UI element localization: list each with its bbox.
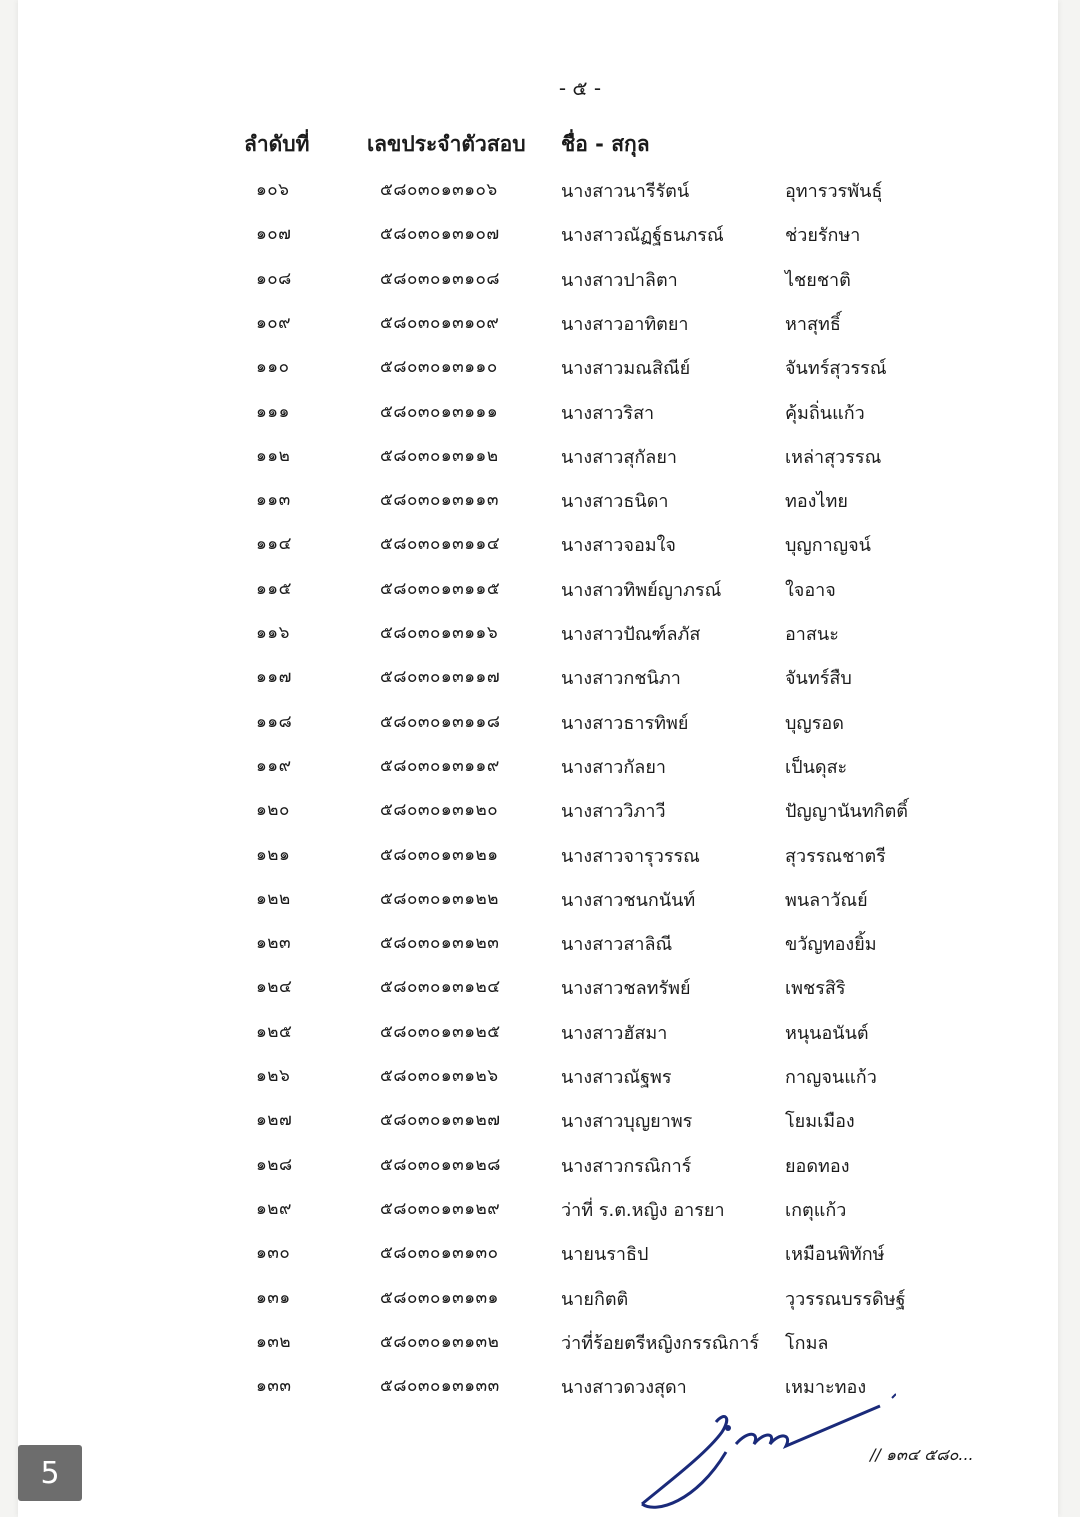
list-item (0, 752, 1080, 780)
exam-id-cell: ๕๘๐๓๐๑๓๑๒๘ (380, 1154, 501, 1175)
exam-id-cell: ๕๘๐๓๐๑๓๑๑๑ (380, 401, 499, 422)
seq-cell: ๑๑๐ (256, 357, 290, 378)
seq-cell: ๑๒๓ (256, 933, 292, 954)
list-item (0, 885, 1080, 913)
list-item (0, 1239, 1080, 1267)
seq-cell: ๑๑๘ (256, 711, 293, 732)
exam-id-cell: ๕๘๐๓๐๑๓๑๒๓ (380, 933, 500, 954)
list-item (0, 841, 1080, 869)
exam-id-cell: ๕๘๐๓๐๑๓๑๑๔ (380, 534, 501, 555)
list-item (0, 309, 1080, 337)
seq-cell: ๑๒๐ (256, 800, 290, 821)
seq-cell: ๑๒๘ (256, 1154, 293, 1175)
name-cell: นางสาวกัลยา (561, 756, 666, 778)
list-item (0, 1106, 1080, 1134)
seq-cell: ๑๒๕ (256, 1021, 293, 1042)
exam-id-cell: ๕๘๐๓๐๑๓๑๒๐ (380, 800, 499, 821)
seq-cell: ๑๑๒ (256, 445, 291, 466)
signature (636, 1392, 896, 1517)
surname-cell: สุวรรณชาตรี (785, 845, 886, 867)
seq-cell: ๑๒๑ (256, 844, 291, 865)
surname-cell: ใจอาจ (785, 579, 836, 601)
exam-id-cell: ๕๘๐๓๐๑๓๑๑๖ (380, 623, 499, 643)
exam-id-cell: ๕๘๐๓๐๑๓๑๑๙ (380, 755, 500, 776)
name-cell: นางสาวอาทิตยา (561, 313, 689, 335)
seq-cell: ๑๒๒ (256, 888, 291, 909)
list-item (0, 619, 1080, 647)
surname-cell: เหมาะทอง (785, 1377, 867, 1399)
surname-cell: หาสุทธิ์ (785, 313, 841, 335)
name-cell: นางสาวสุกัลยา (561, 446, 677, 468)
exam-id-cell: ๕๘๐๓๐๑๓๑๓๒ (380, 1331, 500, 1352)
surname-cell: ปัญญานันทกิตติ์ (785, 801, 908, 823)
seq-cell: ๑๒๖ (256, 1066, 291, 1086)
list-item (0, 663, 1080, 691)
surname-cell: เหมือนพิทักษ์ (785, 1244, 885, 1266)
list-item (0, 1284, 1080, 1312)
name-cell: นางสาวกรณิการ์ (561, 1155, 692, 1177)
exam-id-cell: ๕๘๐๓๐๑๓๑๒๔ (380, 977, 501, 998)
exam-id-cell: ๕๘๐๓๐๑๓๑๓๑ (380, 1287, 499, 1308)
surname-cell: โยมเมือง (785, 1111, 855, 1133)
surname-cell: อุทารวรพันธุ์ (785, 181, 883, 202)
exam-id-cell: ๕๘๐๓๐๑๓๑๑๓ (380, 490, 499, 511)
surname-cell: คุ้มถิ่นแก้ว (785, 402, 865, 424)
list-item (0, 929, 1080, 957)
list-item (0, 708, 1080, 736)
name-cell: นายกิตติ (561, 1288, 629, 1310)
name-cell: นางสาวปาลิตา (561, 269, 678, 291)
exam-id-cell: ๕๘๐๓๐๑๓๑๒๙ (380, 1198, 501, 1219)
surname-cell: ขวัญทองยิ้ม (785, 934, 877, 956)
name-cell: นางสาวกชนิภา (561, 668, 681, 690)
surname-cell: ทองไทย (785, 491, 848, 513)
name-cell: นางสาวสาลิณี (561, 934, 673, 956)
list-item (0, 575, 1080, 603)
header-exam-id: เลขประจำตัวสอบ (367, 132, 526, 156)
surname-cell: ช่วยรักษา (785, 225, 861, 247)
name-cell: นางสาวธารทิพย์ (561, 712, 689, 734)
name-cell: นางสาวริสา (561, 402, 655, 424)
header-seq: ลำดับที่ (244, 132, 310, 156)
seq-cell: ๑๓๐ (256, 1243, 291, 1264)
exam-id-cell: ๕๘๐๓๐๑๓๑๐๗ (380, 224, 500, 245)
seq-cell: ๑๑๙ (256, 755, 292, 776)
list-item (0, 398, 1080, 426)
exam-id-cell: ๕๘๐๓๐๑๓๑๑๒ (380, 445, 499, 466)
surname-cell: โกมล (785, 1332, 829, 1354)
table-header (0, 128, 1080, 156)
exam-id-cell: ๕๘๐๓๐๑๓๑๑๗ (380, 667, 501, 688)
seq-cell: ๑๐๙ (256, 312, 292, 333)
name-cell: นางสาวบุญยาพร (561, 1111, 693, 1133)
name-cell: นายนราธิป (561, 1244, 649, 1266)
page-badge: 5 (18, 1445, 82, 1501)
name-cell: นางสาวทิพย์ญาภรณ์ (561, 579, 722, 601)
surname-cell: เกตุแก้ว (785, 1199, 847, 1221)
seq-cell: ๑๐๗ (256, 224, 292, 245)
name-cell: นางสาวนารีรัตน์ (561, 181, 690, 202)
exam-id-cell: ๕๘๐๓๐๑๓๑๒๗ (380, 1110, 501, 1131)
name-cell: นางสาวจอมใจ (561, 535, 676, 557)
surname-cell: หนุนอนันต์ (785, 1022, 869, 1044)
name-cell: นางสาววิภาวี (561, 801, 666, 823)
list-item (0, 1151, 1080, 1179)
surname-cell: อาสนะ (785, 624, 839, 645)
name-cell: ว่าที่ ร.ต.หญิง อารยา (561, 1199, 725, 1221)
list-item (0, 530, 1080, 558)
seq-cell: ๑๑๗ (256, 667, 292, 688)
name-cell: นางสาวณัฏฐ์ธนภรณ์ (561, 225, 724, 247)
exam-id-cell: ๕๘๐๓๐๑๓๑๓๐ (380, 1243, 499, 1264)
list-item (0, 796, 1080, 824)
name-cell: นางสาวจารุวรรณ (561, 845, 700, 867)
page-number: - ๕ - (558, 76, 602, 100)
list-item (0, 353, 1080, 381)
surname-cell: วุวรรณบรรดิษฐ์ (785, 1288, 906, 1310)
surname-cell: ยอดทอง (785, 1155, 850, 1177)
exam-id-cell: ๕๘๐๓๐๑๓๑๑๐ (380, 357, 498, 378)
list-item (0, 176, 1080, 204)
seq-cell: ๑๒๔ (256, 977, 293, 998)
list-item (0, 973, 1080, 1001)
list-item (0, 442, 1080, 470)
name-cell: นางสาวมณสิณีย์ (561, 358, 691, 380)
surname-cell: บุญกาญจน์ (785, 535, 871, 557)
exam-id-cell: ๕๘๐๓๐๑๓๑๒๒ (380, 888, 499, 909)
seq-cell: ๑๐๘ (256, 268, 292, 289)
list-item (0, 1195, 1080, 1223)
continuation-ref: // ๑๓๔ ๕๘๐... (870, 1445, 974, 1464)
seq-cell: ๑๒๙ (256, 1198, 292, 1219)
surname-cell: เหล่าสุวรรณ (785, 446, 882, 468)
seq-cell: ๑๑๖ (256, 623, 290, 643)
name-cell: นางสาวปัณฑ์ลภัส (561, 624, 701, 645)
list-item (0, 1018, 1080, 1046)
exam-id-cell: ๕๘๐๓๐๑๓๑๐๖ (380, 180, 498, 200)
list-item (0, 1328, 1080, 1356)
name-cell: นางสาวณัฐพร (561, 1067, 672, 1088)
seq-cell: ๑๓๒ (256, 1331, 292, 1352)
exam-id-cell: ๕๘๐๓๐๑๓๑๒๑ (380, 844, 499, 865)
surname-cell: เป็นดุสะ (785, 756, 848, 778)
list-item (0, 1062, 1080, 1090)
exam-id-cell: ๕๘๐๓๐๑๓๑๓๓ (380, 1376, 500, 1397)
exam-id-cell: ๕๘๐๓๐๑๓๑๑๘ (380, 711, 501, 732)
exam-id-cell: ๕๘๐๓๐๑๓๑๐๘ (380, 268, 501, 289)
seq-cell: ๑๑๔ (256, 534, 292, 555)
surname-cell: พนลาวัณย์ (785, 889, 868, 911)
seq-cell: ๑๒๗ (256, 1110, 293, 1131)
exam-id-cell: ๕๘๐๓๐๑๓๑๐๙ (380, 312, 500, 333)
list-item (0, 1372, 1080, 1400)
name-cell: ว่าที่ร้อยตรีหญิงกรรณิการ์ (561, 1332, 760, 1354)
name-cell: นางสาวฮัสมา (561, 1022, 668, 1044)
seq-cell: ๑๑๑ (256, 401, 290, 422)
surname-cell: บุญรอด (785, 712, 844, 734)
header-name: ชื่อ - สกุล (561, 132, 650, 156)
name-cell: นางสาวชนกนันท์ (561, 889, 696, 911)
name-cell: นางสาวชลทรัพย์ (561, 978, 691, 1000)
surname-cell: ไชยชาติ (785, 269, 851, 291)
surname-cell: เพชรสิริ (785, 978, 846, 1000)
surname-cell: จันทร์สืบ (785, 668, 852, 690)
name-cell: นางสาวดวงสุดา (561, 1377, 687, 1399)
exam-id-cell: ๕๘๐๓๐๑๓๑๒๕ (380, 1021, 501, 1042)
seq-cell: ๑๓๑ (256, 1287, 291, 1308)
seq-cell: ๑๐๖ (256, 180, 290, 200)
seq-cell: ๑๑๓ (256, 490, 291, 511)
list-item (0, 486, 1080, 514)
list-item (0, 220, 1080, 248)
name-cell: นางสาวธนิดา (561, 491, 669, 513)
exam-id-cell: ๕๘๐๓๐๑๓๑๒๖ (380, 1066, 499, 1086)
list-item (0, 265, 1080, 293)
seq-cell: ๑๓๓ (256, 1376, 292, 1397)
surname-cell: กาญจนแก้ว (785, 1067, 877, 1088)
seq-cell: ๑๑๕ (256, 578, 292, 599)
surname-cell: จันทร์สุวรรณ์ (785, 358, 887, 380)
exam-id-cell: ๕๘๐๓๐๑๓๑๑๕ (380, 578, 501, 599)
